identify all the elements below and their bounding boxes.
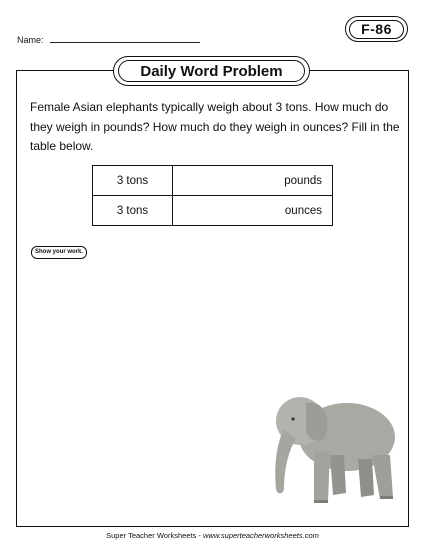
- footer-site-name: Super Teacher Worksheets -: [106, 531, 203, 540]
- table-row: [93, 166, 333, 196]
- worksheet-code: F-86: [349, 20, 404, 39]
- pounds-answer-cell[interactable]: pounds: [173, 166, 333, 196]
- name-blank-line[interactable]: [50, 42, 200, 43]
- given-value-cell: 3 tons: [93, 196, 173, 226]
- name-label: Name:: [17, 35, 44, 45]
- footer: [0, 531, 425, 540]
- show-work-label: Show your work.: [31, 246, 87, 259]
- question-text: Female Asian elephants typically weigh about 3 tons. How much do they weigh in pounds? How much do they weigh in ounces? Fill in the table below.: [30, 100, 400, 153]
- worksheet-code-badge: [345, 16, 408, 42]
- elephant-image: [262, 385, 402, 507]
- worksheet-title: Daily Word Problem: [118, 60, 305, 82]
- given-value-cell: 3 tons: [93, 166, 173, 196]
- table-row: [93, 196, 333, 226]
- title-badge: [113, 56, 310, 86]
- footer-url[interactable]: www.superteacherworksheets.com: [202, 531, 319, 540]
- ounces-answer-cell[interactable]: ounces: [173, 196, 333, 226]
- answer-table: [92, 165, 333, 226]
